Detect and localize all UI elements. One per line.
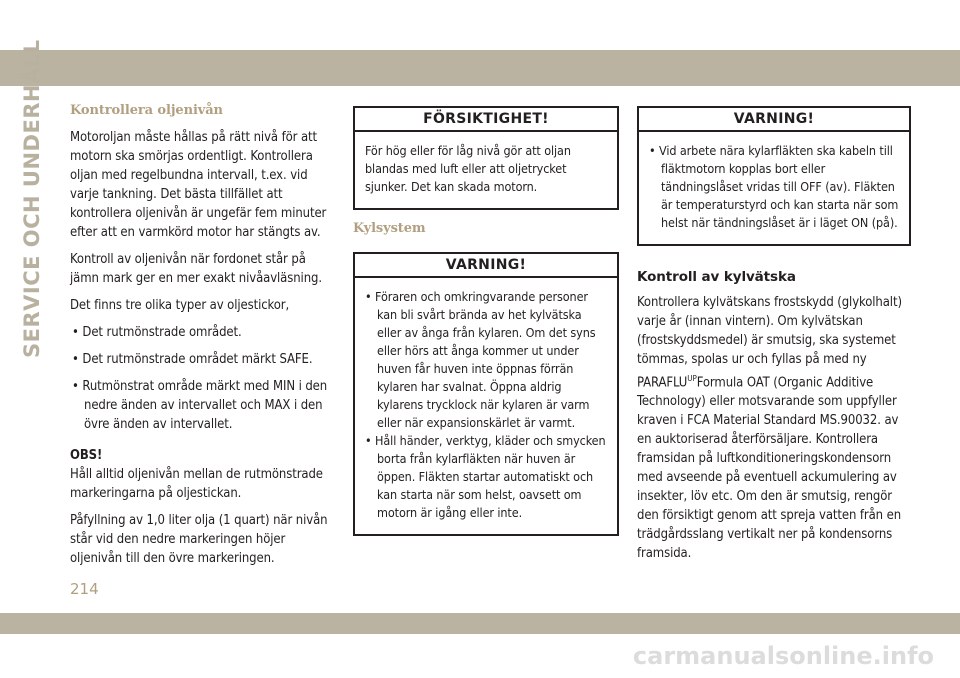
caution-title: FÖRSIKTIGHET!	[355, 108, 617, 132]
warning-title: VARNING!	[639, 108, 909, 132]
dipstick-type-item: • Det rutmönstrade området märkt SAFE.	[72, 352, 313, 367]
oil-level-paragraph: Kontroll av oljenivån när fordonet står på jämn mark ger en mer exakt nivåavläsning.	[70, 252, 322, 286]
column-coolant-check	[637, 106, 911, 571]
warning-title: VARNING!	[355, 254, 617, 278]
oil-level-paragraph: Påfyllning av 1,0 liter olja (1 quart) när nivån står vid den nedre markeringen höjer oljenivån till den övre markeringen.	[70, 513, 328, 566]
column-cooling-system	[353, 106, 619, 536]
footer-band	[0, 613, 960, 634]
note-text: Håll alltid oljenivån mellan de rutmönstrade markeringarna på oljestickan.	[70, 467, 323, 501]
header-band	[0, 50, 960, 86]
section-title: SERVICE OCH UNDERHÅLL	[20, 39, 44, 358]
page-number: 214	[70, 580, 99, 598]
warning-item: • Vid arbete nära kylarfläkten ska kabeln till fläktmotorn kopplas bort eller tändningslåset vridas till OFF (av). Fläkten är temperaturstyrd och kan starta när som helst när tändningslåset är i läget ON (på).	[649, 143, 899, 230]
oil-level-paragraph: Motoroljan måste hållas på rätt nivå för att motorn ska smörjas ordentligt. Kontrollera oljan med regelbundna intervall, t.ex. vid varje tankning. Det bästa tillfället att kontrollera oljenivån är ungefär fem minuter efter att en varmkörd motor har stängts av.	[70, 130, 327, 240]
column-oil-level	[70, 102, 336, 576]
oil-level-paragraph: Det finns tre olika typer av oljestickor,	[70, 298, 290, 313]
dipstick-type-item: • Det rutmönstrade området.	[72, 325, 242, 340]
coolant-check-heading: Kontroll av kylvätska	[637, 269, 796, 285]
note-label: OBS!	[70, 448, 103, 463]
warning-item: • Föraren och omkringvarande personer kan bli svårt brända av het kylvätska eller av ånga från kylaren. Om det syns eller hörs att ånga kommer ut under huven får huven inte öppnas förrän kylaren har svalnat. Öppna aldrig kylarens trycklock när kylaren är varm eller när expansionskärlet är varmt.	[365, 289, 596, 430]
coolant-check-paragraph: Kontrollera kylvätskans frostskydd (glykolhalt) varje år (innan vintern). Om kylvätskan (frostskyddsmedel) är smutsig, ska systemet tömmas, spolas ur och fyllas på med ny $PARAFLU^{UP}Formula$ OAT (Organic Additive Technology) eller motsvarande som uppfyller kraven i FCA Material Standard MS.90032. av en auktoriserad återförsäljare. Kontrollera framsidan på luftkonditioneringskondensorn med avseende på eventuell ackumulering av insekter, löv etc. Om den är smutsig, rengör den försiktigt genom att spreja vatten från en trädgårdsslang vertikalt ner på kondensorns framsida.	[637, 295, 902, 562]
caution-box	[353, 106, 619, 210]
dipstick-type-item: • Rutmönstrat område märkt med MIN i den nedre änden av intervallet och MAX i den övre änden av intervallet.	[72, 379, 328, 432]
warning-box	[637, 106, 911, 246]
oil-level-heading: Kontrollera oljenivån	[70, 103, 223, 118]
caution-text: För hög eller för låg nivå gör att oljan blandas med luft eller att oljetrycket sjunker. Det kan skada motorn.	[365, 143, 571, 194]
warning-item: • Håll händer, verktyg, kläder och smycken borta från kylarfläkten när huven är öppen. Fläkten startar automatiskt och kan starta när som helst, oavsett om motorn är igång eller inte.	[365, 433, 606, 520]
watermark: carmanualsonline.info	[632, 642, 934, 670]
cooling-system-heading: Kylsystem	[353, 221, 426, 236]
warning-box	[353, 252, 619, 536]
